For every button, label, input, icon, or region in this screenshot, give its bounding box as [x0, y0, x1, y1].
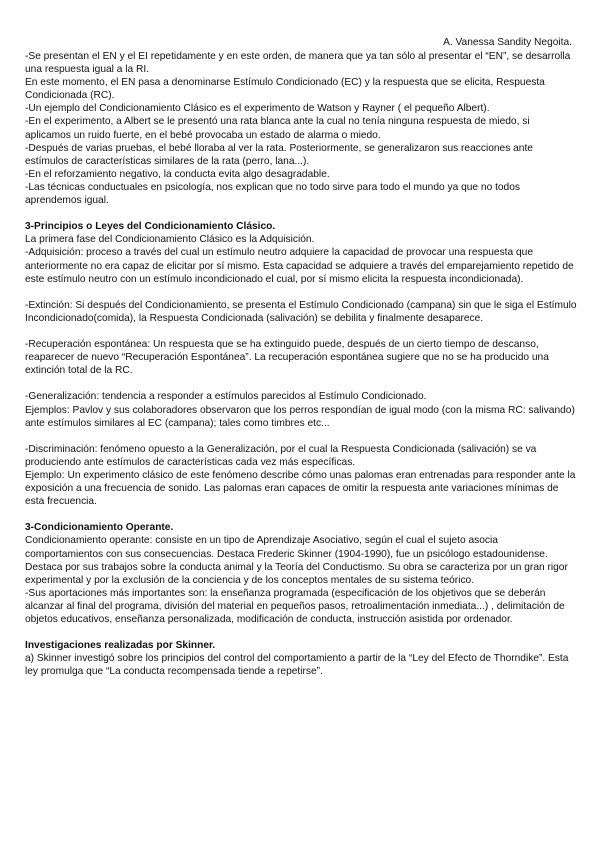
acquisition-paragraph: -Adquisición: proceso a través del cual un estímulo neutro adquiere la capacidad de provocar una respuesta que anteriormente no era capaz de elicitar por sí mismo. Esta capacidad se adquiere a través del emparejamiento repetido de este estímulo neutro con un estímulo incondicionado el cual, por sí mismo elicita la respuesta incondicionada). [25, 247, 574, 285]
generalization-example: Ejemplos: Pavlov y sus colaboradores observaron que los perros respondían de igual modo (con la misma RC: salivando) ante estímulos similares al EC (campana); tales como timbres etc... [25, 404, 575, 429]
intro-paragraph: -En el experimento, a Albert se le presentó una rata blanca ante la cual no tenía ninguna respuesta de miedo, si aplicamos un ruido fuerte, en el bebé provocaba un estado de alarma o miedo. [25, 116, 530, 141]
intro-paragraph: En este momento, el EN pasa a denominarse Estímulo Condicionado (EC) y la respuesta que se elicita, Respuesta Condicionada (RC). [25, 77, 545, 102]
generalization-paragraph: -Generalización: tendencia a responder a estímulos parecidos al Estímulo Condicionado. [25, 391, 427, 403]
operant-contributions: -Sus aportaciones más importantes son: la enseñanza programada (especificación de los objetivos que se deberán alcanzar al final del programa, división del material en pequeños pasos, retroalimentación inmediata...) , delimitación de objetos educativos, enseñanza personalizada, modificación de conducta, instrucción asistida por ordenador. [25, 587, 565, 626]
skinner-item-a: a) Skinner investigó sobre los principios del control del comportamiento a partir de la “Ley del Efecto de Thorndike”. Esta ley promulga que “La conducta recompensada tiende a repetirse”. [25, 653, 569, 678]
first-phase-text: La primera fase del Condicionamiento Clásico es la Adquisición. [25, 234, 315, 246]
intro-paragraph: -Después de varias pruebas, el bebé lloraba al ver la rata. Posteriormente, se generalizaron sus reacciones ante estímulos de características similares de la rata (perro, lana...). [25, 142, 533, 167]
extinction-paragraph: -Extinción: Si después del Condicionamiento, se presenta el Estímulo Condicionado (campana) sin que le siga el Estímulo Incondicionado(comida), la Respuesta Condicionada (salivación) se debilita y finalmente desaparece. [25, 299, 577, 324]
section-heading-operant: 3-Condicionamiento Operante. [25, 522, 174, 534]
intro-paragraph: -Las técnicas conductuales en psicología, nos explican que no todo sirve para todo el mundo ya que no todos aprendemos igual. [25, 181, 520, 207]
discrimination-paragraph: -Discriminación: fenómeno opuesto a la Generalización, por el cual la Respuesta Condicionada (salivación) se va produciendo ante estímulos de características cada vez más específicas. [25, 443, 537, 468]
section-heading-skinner: Investigaciones realizadas por Skinner. [25, 640, 216, 652]
author-name: A. Vanessa Sandity Negoita. [443, 37, 572, 48]
document-body [25, 50, 577, 679]
operant-definition: Condicionamiento operante: consiste en un tipo de Aprendizaje Asociativo, según el cual el sujeto asocia comportamientos con sus consecuencias. Destaca Frederic Skinner (1904-1990), fue un psicólogo estadounidense. [25, 535, 548, 560]
intro-paragraph: -En el reforzamiento negativo, la conducta evita algo desagradable. [25, 168, 330, 180]
discrimination-example: Ejemplo: Un experimento clásico de este fenómeno describe cómo unas palomas eran entrenadas para responder ante la exposición a una frecuencia de sonido. Las palomas eran capaces de omitir la respuesta ante variaciones mínimas de esta frecuencia. [25, 470, 576, 508]
intro-paragraph: -Un ejemplo del Condicionamiento Clásico es el experimento de Watson y Rayner ( el pequeño Albert). [25, 103, 490, 115]
operant-works: Destaca por sus trabajos sobre la conducta animal y la Teoría del Conductismo. Su obra se caracteriza por un gran rigor experimental y por la exclusión de la conciencia y de los conceptos mentales de su sistema teórico. [25, 561, 568, 586]
section-heading-principles: 3-Principios o Leyes del Condicionamiento Clásico. [25, 221, 276, 233]
intro-paragraph: -Se presentan el EN y el EI repetidamente y en este orden, de manera que ya tan sólo al presentar el “EN”, se desarrolla una respuesta igual a la RI. [25, 51, 571, 76]
recovery-paragraph: -Recuperación espontánea: Un respuesta que se ha extinguido puede, después de un cierto tiempo de descanso, reaparecer de nuevo “Recuperación Espontánea”. La recuperación espontánea sugiere que no se ha producido una extinción total de la RC. [25, 339, 549, 377]
